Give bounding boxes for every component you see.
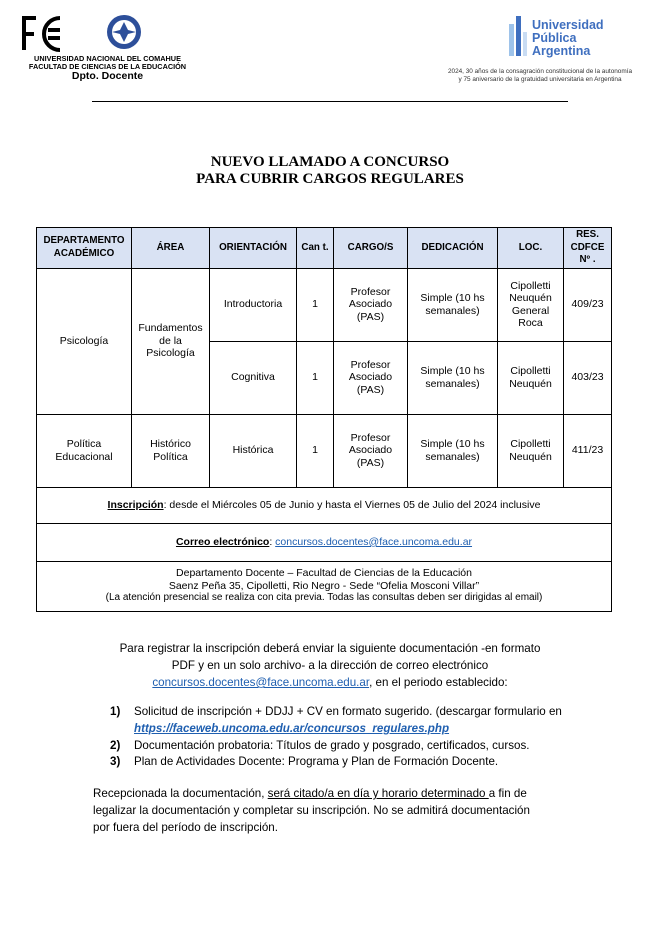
table-row: [37, 268, 612, 341]
positions-table: [36, 227, 612, 612]
list-item: [110, 754, 580, 771]
count-cell: 1: [297, 341, 334, 414]
resolution-cell: 409/23: [564, 268, 612, 341]
requirements-list: [110, 704, 580, 771]
instructions-paragraph: [60, 640, 600, 691]
closing-line-3: por fuera del período de inscripción.: [93, 821, 278, 834]
location-cell: Cipolletti Neuquén: [498, 414, 564, 487]
column-header: DEPARTAMENTO ACADÉMICO: [37, 228, 132, 269]
anniversary-line-2: y 75 aniversario de la gratuidad universitaria en Argentina: [458, 76, 622, 83]
closing-underlined: será citado/a en día y horario determinado: [267, 787, 489, 800]
area-cell: Histórico Política: [132, 414, 210, 487]
instructions-line-3-tail: , en el periodo establecido:: [369, 676, 508, 689]
resolution-cell: 403/23: [564, 341, 612, 414]
instructions-line-2: PDF y en un solo archivo- a la dirección de correo electrónico: [171, 659, 489, 672]
closing-post: a fin de: [488, 787, 527, 800]
contact-note: (La atención presencial se realiza con cita previa. Todas las consultas deben ser dirigidas al email): [105, 592, 543, 604]
closing-line-1: [93, 785, 573, 802]
university-name: UNIVERSIDAD NACIONAL DEL COMAHUE: [34, 54, 181, 63]
position-cell: Profesor Asociado (PAS): [334, 268, 408, 341]
column-header: CARGO/S: [334, 228, 408, 269]
form-download-link[interactable]: https://faceweb.uncoma.edu.ar/concursos_regulares.php: [134, 721, 450, 735]
university-seal-icon: [106, 14, 142, 50]
contact-address: Saenz Peña 35, Cipolletti, Rio Negro - Sede “Ofelia Mosconi Villar”: [168, 579, 480, 592]
faculty-name: FACULTAD DE CIENCIAS DE LA EDUCACIÓN: [28, 61, 187, 71]
instructions-line-3: [60, 674, 600, 691]
list-text: Documentación probatoria: Títulos de grado y posgrado, certificados, cursos.: [134, 738, 530, 752]
department-cell: Política Educacional: [37, 414, 132, 487]
orientation-cell: Introductoria: [210, 268, 297, 341]
column-header: LOC.: [498, 228, 564, 269]
orientation-cell: Histórica: [210, 414, 297, 487]
closing-line-2: legalizar la documentación y completar su inscripción. No se admitirá documentación: [93, 804, 530, 817]
email-separator: :: [269, 535, 276, 548]
position-cell: Profesor Asociado (PAS): [334, 414, 408, 487]
list-item: [110, 738, 580, 755]
list-number: 1): [110, 705, 121, 718]
header-divider: [92, 101, 568, 102]
email-label: Correo electrónico: [175, 535, 270, 548]
fce-logo: [20, 14, 64, 54]
title-line-2: PARA CUBRIR CARGOS REGULARES: [196, 171, 464, 187]
contact-row: [37, 561, 612, 611]
orientation-cell: Cognitiva: [210, 341, 297, 414]
list-text: Solicitud de inscripción + DDJJ + CV en formato sugerido. (descargar formulario en: [134, 705, 562, 718]
instructions-line-1: Para registrar la inscripción deberá enviar la siguiente documentación -en formato: [119, 642, 541, 655]
closing-paragraph: [93, 785, 573, 836]
list-number: 3): [110, 755, 121, 769]
upa-line-2: Pública: [532, 31, 577, 45]
location-cell: Cipolletti Neuquén: [498, 341, 564, 414]
anniversary-line-1: 2024, 30 años de la consagración constitucional de la autonomía: [447, 68, 633, 75]
inscription-cell: [37, 487, 612, 523]
faculty-header: [20, 55, 195, 82]
column-header: Can t.: [297, 228, 334, 269]
inscription-row: [37, 487, 612, 523]
dedication-cell: Simple (10 hs semanales): [408, 341, 498, 414]
closing-pre: Recepcionada la documentación,: [93, 787, 268, 800]
email-cell: [37, 523, 612, 561]
column-header: ÁREA: [132, 228, 210, 269]
dedication-cell: Simple (10 hs semanales): [408, 268, 498, 341]
title-line-1: NUEVO LLAMADO A CONCURSO: [210, 154, 450, 170]
upa-logo-mark: [507, 14, 529, 60]
location-cell: Cipolletti Neuquén General Roca: [498, 268, 564, 341]
list-item: [110, 704, 580, 738]
anniversary-note: [430, 68, 650, 84]
contact-cell: [37, 561, 612, 611]
list-number: 2): [110, 738, 121, 752]
upa-logo-text: [532, 19, 604, 58]
inscription-label: Inscripción: [107, 498, 164, 511]
department-name: Dpto. Docente: [71, 70, 144, 83]
list-text: Plan de Actividades Docente: Programa y Plan de Formación Docente.: [134, 755, 499, 769]
inscription-dates: : desde el Miércoles 05 de Junio y hasta el Viernes 05 de Julio del 2024 inclusive: [163, 498, 541, 511]
email-row: [37, 523, 612, 561]
upa-line-1: Universidad: [532, 18, 604, 32]
position-cell: Profesor Asociado (PAS): [334, 341, 408, 414]
contact-department: Departamento Docente – Facultad de Ciencias de la Educación: [176, 567, 472, 580]
table-header-row: [37, 228, 612, 269]
count-cell: 1: [297, 414, 334, 487]
resolution-cell: 411/23: [564, 414, 612, 487]
column-header: ORIENTACIÓN: [210, 228, 297, 269]
upa-line-3: Argentina: [532, 44, 591, 58]
column-header: RES. CDFCE Nº .: [564, 228, 612, 269]
count-cell: 1: [297, 268, 334, 341]
dedication-cell: Simple (10 hs semanales): [408, 414, 498, 487]
table-row: [37, 414, 612, 487]
page-title: [0, 154, 660, 188]
area-cell: Fundamentos de la Psicología: [132, 268, 210, 414]
instructions-email-link[interactable]: concursos.docentes@face.uncoma.edu.ar: [152, 676, 370, 689]
department-cell: Psicología: [37, 268, 132, 414]
column-header: DEDICACIÓN: [408, 228, 498, 269]
email-link[interactable]: concursos.docentes@face.uncoma.edu.ar: [275, 535, 473, 548]
